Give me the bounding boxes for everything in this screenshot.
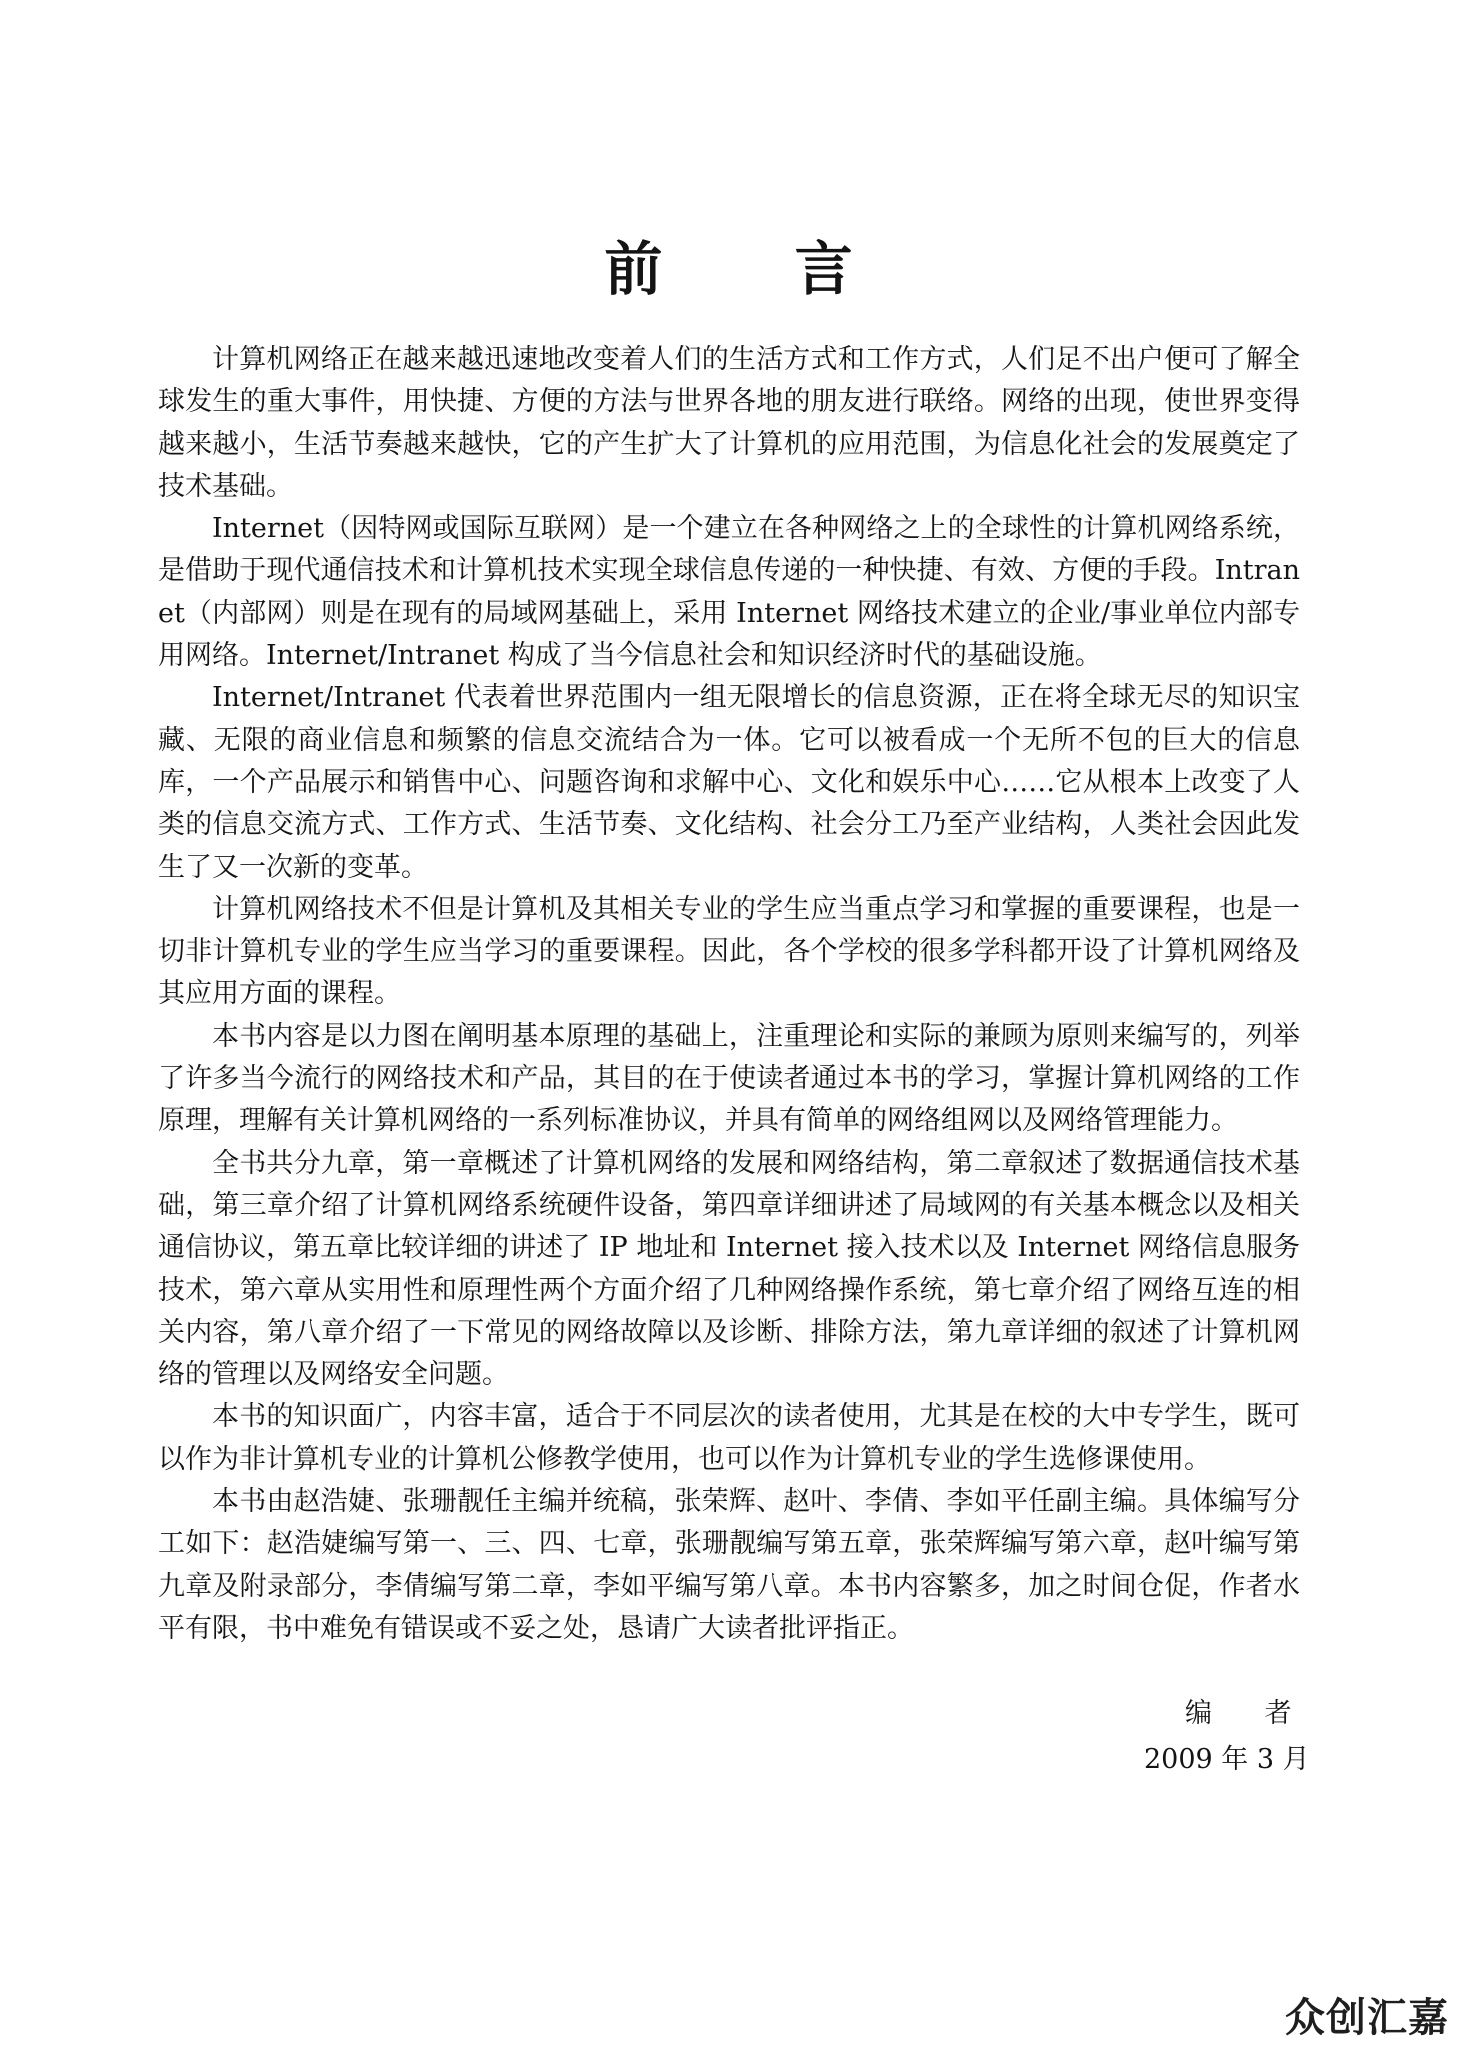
watermark-logo: 众创汇嘉	[1285, 1995, 1449, 2041]
paragraph: 本书的知识面广，内容丰富，适合于不同层次的读者使用，尤其是在校的大中专学生，既可以作为非计算机专业的计算机公修教学使用，也可以作为计算机专业的学生选修课使用。	[158, 1401, 1300, 1475]
paragraph: 本书内容是以力图在阐明基本原理的基础上，注重理论和实际的兼顾为原则来编写的，列举了许多当今流行的网络技术和产品，其目的在于使读者通过本书的学习，掌握计算机网络的工作原理，理解有关计算机网络的一系列标准协议，并具有简单的网络组网以及网络管理能力。	[158, 1020, 1300, 1137]
preface-body	[158, 339, 1300, 1650]
paragraph: 全书共分九章，第一章概述了计算机网络的发展和网络结构，第二章叙述了数据通信技术基础，第三章介绍了计算机网络系统硬件设备，第四章详细讲述了局域网的有关基本概念以及相关通信协议，第五章比较详细的讲述了 IP 地址和 Internet 接入技术以及 Internet 网络信息服务技术，第六章从实用性和原理性两个方面介绍了几种网络操作系统，第七章介绍了网络互连的相关内容，第八章介绍了一下常见的网络故障以及诊断、排除方法，第九章详细的叙述了计算机网络的管理以及网络安全问题。	[158, 1147, 1300, 1391]
author-signature: 编 者	[1185, 1698, 1314, 1729]
preface-date: 2009 年 3 月	[1144, 1744, 1310, 1775]
paragraph: 计算机网络正在越来越迅速地改变着人们的生活方式和工作方式，人们足不出户便可了解全球发生的重大事件，用快捷、方便的方法与世界各地的朋友进行联络。网络的出现，使世界变得越来越小，生活节奏越来越快，它的产生扩大了计算机的应用范围，为信息化社会的发展奠定了技术基础。	[158, 344, 1300, 502]
paragraph: 计算机网络技术不但是计算机及其相关专业的学生应当重点学习和掌握的重要课程，也是一切非计算机专业的学生应当学习的重要课程。因此，各个学校的很多学科都开设了计算机网络及其应用方面的课程。	[158, 893, 1300, 1010]
page-title: 前 言	[604, 235, 909, 303]
paragraph: Internet/Intranet 代表着世界范围内一组无限增长的信息资源，正在将全球无尽的知识宝藏、无限的商业信息和频繁的信息交流结合为一体。它可以被看成一个无所不包的巨大的信息库，一个产品展示和销售中心、问题咨询和求解中心、文化和娱乐中心……它从根本上改变了人类的信息交流方式、工作方式、生活节奏、文化结构、社会分工乃至产业结构，人类社会因此发生了又一次新的变革。	[158, 682, 1300, 883]
paragraph: Internet（因特网或国际互联网）是一个建立在各种网络之上的全球性的计算机网络系统，是借助于现代通信技术和计算机技术实现全球信息传递的一种快捷、有效、方便的手段。Intranet（内部网）则是在现有的局域网基础上，采用 Internet 网络技术建立的企业/事业单位内部专用网络。Internet/Intranet 构成了当今信息社会和知识经济时代的基础设施。	[158, 513, 1300, 672]
paragraph: 本书由赵浩婕、张珊靓任主编并统稿，张荣辉、赵叶、李倩、李如平任副主编。具体编写分工如下：赵浩婕编写第一、三、四、七章，张珊靓编写第五章，张荣辉编写第六章，赵叶编写第九章及附录部分，李倩编写第二章，李如平编写第八章。本书内容繁多，加之时间仓促，作者水平有限，书中难免有错误或不妥之处，恳请广大读者批评指正。	[158, 1486, 1300, 1644]
